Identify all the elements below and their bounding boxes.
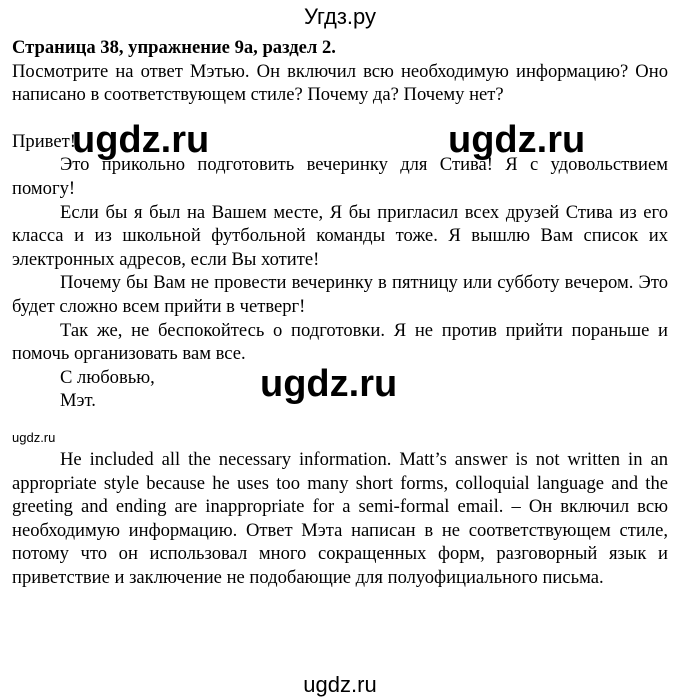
page-title: Страница 38, упражнение 9а, раздел 2. [12,37,336,58]
site-header: Угдз.ру [303,4,377,29]
watermark-right: ugdz.ru [448,119,586,161]
site-footer: ugdz.ru [303,672,377,697]
answer-text: He included all the necessary information. Matt’s answer is not written in an appropriate style because he uses too many short forms, colloquial language and the greeting and ending are inappropriate for a semi-formal email. – Он включил всю необходимую информацию. Ответ Мэта написан в не соответствующем стиле, потому что он использовал много сокращенных форм, разговорный язык и приветствие и заключение не подобающие для полуофициального письма. [12,448,668,588]
letter-signature: Мэт. [60,390,96,412]
letter-paragraph: Так же, не беспокойтесь о подготовки. Я не против прийти пораньше и помочь организовать вам все. [12,319,668,365]
task-text: Посмотрите на ответ Мэтью. Он включил всю необходимую информацию? Оно написано в соответствующем стиле? Почему да? Почему нет? [12,60,668,106]
letter-paragraph: Это прикольно подготовить вечеринку для Стива! Я с удовольствием помогу! [12,154,668,199]
watermark-center: ugdz.ru [260,363,398,405]
watermark-left: ugdz.ru [72,119,210,161]
source-label: ugdz.ru [12,429,56,445]
letter-greeting: Привет! [12,130,76,152]
letter-paragraph: Если бы я был на Вашем месте, Я бы пригласил всех друзей Стива из его класса и из школьной футбольной команды тоже. Я вышлю Вам список их электронных адресов, если Вы хотите! [12,201,668,270]
letter-paragraph: Почему бы Вам не провести вечеринку в пятницу или субботу вечером. Это будет сложно всем прийти в четверг! [12,272,668,317]
letter-closing: С любовью, [60,366,155,388]
